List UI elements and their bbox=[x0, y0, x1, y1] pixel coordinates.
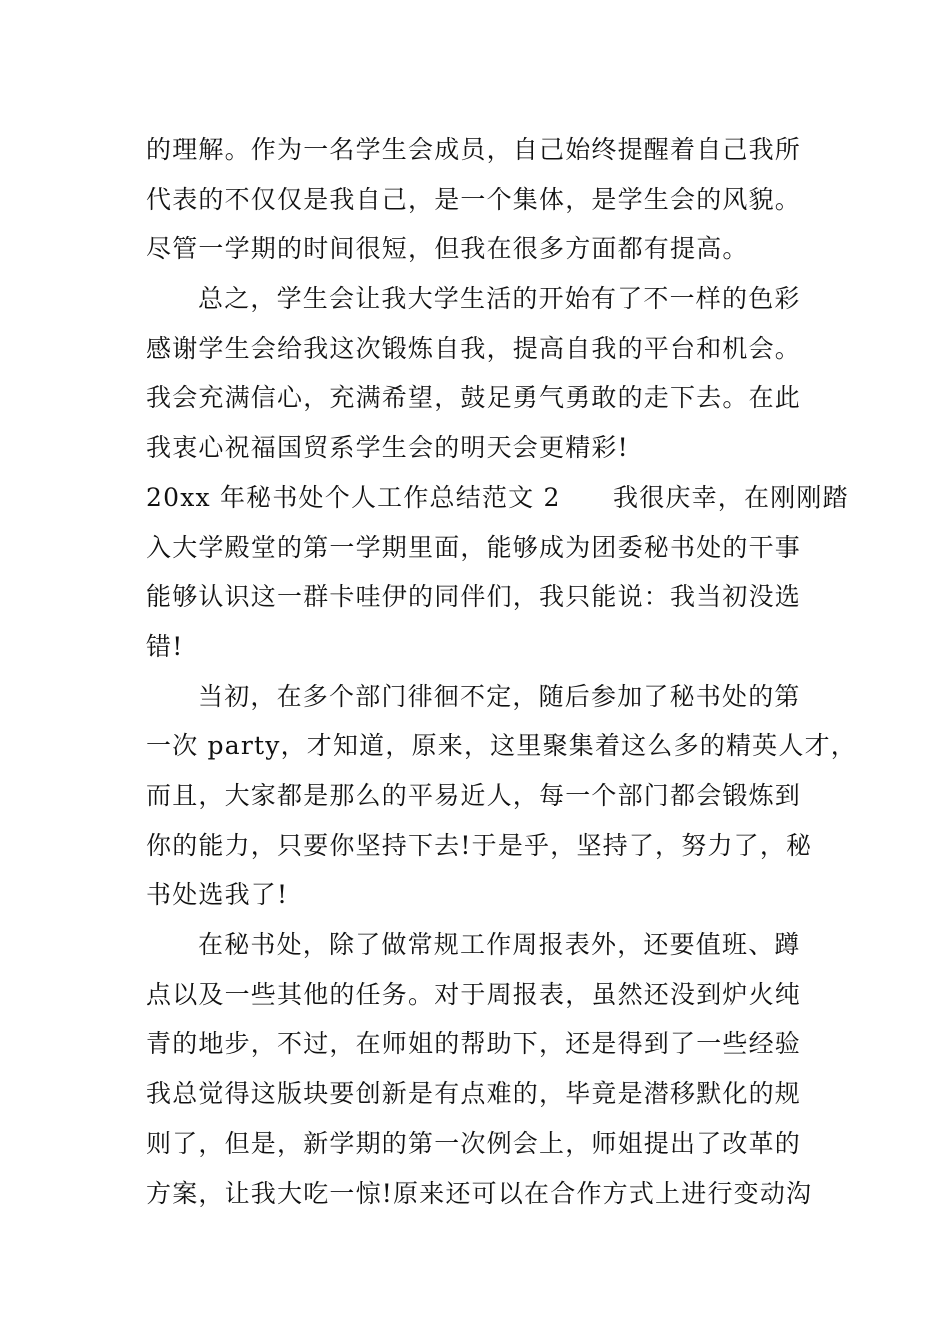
text-line: 一次 party，才知道，原来，这里聚集着这么多的精英人才， bbox=[146, 731, 857, 760]
text-line: 尽管一学期的时间很短，但我在很多方面都有提高。 bbox=[146, 234, 749, 263]
text-line: 入大学殿堂的第一学期里面，能够成为团委秘书处的干事 bbox=[146, 533, 802, 562]
text-line: 能够认识这一群卡哇伊的同伴们，我只能说：我当初没选 bbox=[146, 582, 802, 611]
text-line: 感谢学生会给我这次锻炼自我，提高自我的平台和机会。 bbox=[146, 334, 802, 363]
text-line: 方案，让我大吃一惊!原来还可以在合作方式上进行变动沟 bbox=[146, 1179, 813, 1208]
text-line: 点以及一些其他的任务。对于周报表，虽然还没到炉火纯 bbox=[146, 980, 802, 1009]
paragraph-start-line: 在秘书处，除了做常规工作周报表外，还要值班、蹲 bbox=[198, 930, 801, 959]
text-line: 书处选我了! bbox=[146, 880, 289, 909]
text-line: 则了，但是，新学期的第一次例会上，师姐提出了改革的 bbox=[146, 1129, 802, 1158]
text-line: 代表的不仅仅是我自己，是一个集体，是学生会的风貌。 bbox=[146, 185, 802, 214]
text-line: 而且，大家都是那么的平易近人，每一个部门都会锻炼到 bbox=[146, 781, 802, 810]
section-heading-line: 20xx 年秘书处个人工作总结范文 2 我很庆幸，在刚刚踏 bbox=[146, 483, 849, 512]
paragraph-start-line: 总之，学生会让我大学生活的开始有了不一样的色彩 bbox=[198, 284, 801, 313]
text-line: 的理解。作为一名学生会成员，自己始终提醒着自己我所 bbox=[146, 135, 802, 164]
text-line: 青的地步，不过，在师姐的帮助下，还是得到了一些经验 bbox=[146, 1029, 802, 1058]
text-line: 你的能力，只要你坚持下去!于是乎，坚持了，努力了，秘 bbox=[146, 831, 813, 860]
paragraph-start-line: 当初，在多个部门徘徊不定，随后参加了秘书处的第 bbox=[198, 682, 801, 711]
text-line: 错! bbox=[146, 632, 184, 661]
text-line: 我会充满信心，充满希望，鼓足勇气勇敢的走下去。在此 bbox=[146, 383, 802, 412]
text-line: 我总觉得这版块要创新是有点难的，毕竟是潜移默化的规 bbox=[146, 1079, 802, 1108]
text-line: 我衷心祝福国贸系学生会的明天会更精彩! bbox=[146, 433, 629, 462]
